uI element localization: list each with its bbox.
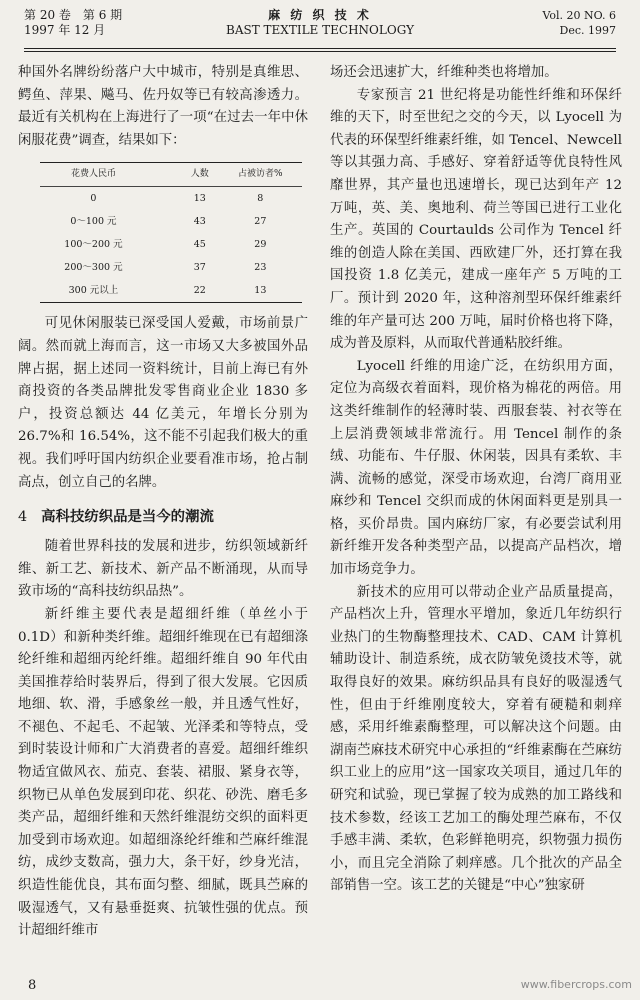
left-paragraph-1: 种国外名牌纷纷落户大中城市，特别是真维思、鳄鱼、萍果、飚马、佐丹奴等已有较高渗透力。最近有关机构在上海进行了一项“在过去一年中休闲服花费”调查，结果如下： bbox=[18, 65, 308, 148]
journal-title-cn: 麻 纺 织 技 术 bbox=[268, 8, 372, 22]
header-date-cn: 1997 年 12 月 bbox=[24, 23, 106, 37]
table-cell: 100～200 元 bbox=[64, 239, 123, 251]
section-heading bbox=[18, 506, 308, 528]
table-row bbox=[40, 187, 302, 211]
table-cell: 200～300 元 bbox=[64, 262, 123, 274]
table-cell: 13 bbox=[193, 193, 206, 205]
page-header bbox=[24, 8, 616, 44]
left-paragraph-2: 可见休闲服装已深受国人爱戴，市场前景广阔。然而就上海而言，这一市场又大多被国外品牌占据，据上述同一资料统计，目前上海已有外商投资的各类品牌批发零售商业企业 1830 多户，投资总额达 44 亿美元，年增长分别为 26.7%和 16.54%，这不能不引起我们极大的重视。我们呼吁国内纺织企业要看准市场，抢占制高点，创立自己的名牌。 bbox=[18, 316, 308, 490]
table-cell: 45 bbox=[193, 239, 206, 251]
header-volume-en-info bbox=[542, 8, 616, 38]
table-cell: 29 bbox=[254, 239, 267, 251]
table-cell: 0 bbox=[90, 193, 97, 205]
right-paragraph-1: 场还会迅速扩大，纤维种类也将增加。 bbox=[330, 65, 558, 80]
table-cell: 37 bbox=[193, 262, 206, 274]
header-date-en: Dec. 1997 bbox=[559, 24, 616, 37]
right-paragraph-2: 专家预言 21 世纪将是功能性纤维和环保纤维的天下，时至世纪之交的今天，以 Lyocell 为代表的环保型纤维素纤维，如 Tencel、Newcell 等以其强力高、手感好、穿着舒适等优良特性风靡世界，其产量也迅速增长，现已达到年产 12 万吨，英、美、奥地利、荷兰等国已进行工业化生产。英国的 Courtaulds 公司作为 Tencel 纤维的创造人除在美国、西欧建厂外，还打算在我国投资 1.8 亿美元，建成一座年产 5 万吨的工厂。预计到 2020 年，这种溶剂型环保纤维素纤维的年产量可达 200 万吨，届时价格也将下降，成为普及原料，从而取代普通粘胶纤维。 bbox=[330, 87, 622, 352]
section-number: 4 bbox=[18, 509, 28, 526]
table-row bbox=[40, 233, 302, 256]
header-journal-title bbox=[24, 8, 616, 38]
table-cell: 43 bbox=[193, 216, 206, 228]
right-paragraph-4: 新技术的应用可以带动企业产品质量提高，产品档次上升，管理水平增加，象近几年纺织行业热门的生物酶整理技术、CAD、CAM 计算机辅助设计、制造系统，成衣防皱免烫技术等，就取得良好的效果。麻纺织品具有良好的吸湿透气性，但由于纤维刚度较大，穿着有硬糙和刺痒感，采用纤维素酶整理，可以解决这个问题。由湖南苎麻技术研究中心承担的“纤维素酶在苎麻纺织工业上的应用”这一国家攻关项目，通过几年的研究和试验，现已掌握了较为成熟的加工路线和技术参数，经该工艺加工的酶处理苎麻布，不仅手感丰满、柔软，色彩鲜艳明亮，织物强力损伤小，而且完全消除了刺痒感。几个批次的产品全部销售一空。该工艺的关键是“中心”独家研 bbox=[330, 584, 622, 894]
table-cell: 300 元以上 bbox=[68, 285, 119, 297]
section-title: 高科技纺织品是当今的潮流 bbox=[41, 509, 214, 526]
table-header-percent: 占被访者% bbox=[219, 163, 302, 187]
table-row bbox=[40, 279, 302, 303]
left-paragraph-3: 随着世界科技的发展和进步，纺织领域新纤维、新工艺、新技术、新产品不断涌现，从而导致市场的“高科技纺织品热”。 bbox=[18, 539, 308, 600]
table-row bbox=[40, 210, 302, 233]
page-number: 8 bbox=[28, 978, 37, 993]
spending-survey-table bbox=[40, 162, 302, 303]
journal-title-en: BAST TEXTILE TECHNOLOGY bbox=[226, 23, 414, 37]
header-volume-cn: 第 20 卷 第 6 期 bbox=[24, 8, 123, 22]
table-cell: 0～100 元 bbox=[70, 216, 117, 228]
table-cell: 27 bbox=[254, 216, 267, 228]
header-rule-top bbox=[24, 48, 616, 49]
left-column bbox=[18, 62, 308, 943]
right-paragraph-3: Lyocell 纤维的用途广泛，在纺织用方面，定位为高级衣着面料，现价格为棉花的两倍。用这类纤维制作的轻薄时装、西服套装、衬衣等在上层消费领域非常流行。用 Tencel 制作的条绒、功能布、牛仔服、休闲装，因具有柔软、丰满、流畅的感觉，深受市场欢迎，台湾厂商用亚麻纱和 Tencel 交织而成的休闲面料更是别具一格，买价昂贵。国内麻纺厂家，有必要尝试利用新纤维开发各种类型产品，以提高产品档次，增加市场竞争力。 bbox=[330, 358, 622, 578]
header-volume-en: Vol. 20 NO. 6 bbox=[542, 9, 616, 22]
table-header-count: 人数 bbox=[181, 163, 219, 187]
table-header-row bbox=[40, 163, 302, 187]
table-cell: 23 bbox=[254, 262, 267, 274]
table-cell: 13 bbox=[254, 285, 267, 297]
left-paragraph-4: 新纤维主要代表是超细纤维（单丝小于 0.1D）和新种类纤维。超细纤维现在已有超细涤纶纤维和超细丙纶纤维。超细纤维自 90 年代由美国推荐给时装界后，得到了很大发展。它因质地细、软、滑，手感象丝一般，并且透气性好，不褪色、不起毛、不起皱、光泽柔和等特点，受到时装设计师和广大消费者的喜爱。超细纤维织物适宜做风衣、茄克、套装、裙服、紧身衣等，织物已从单色发展到印花、织花、砂洗、磨毛多类产品，超细纤维和天然纤维混纺交织的面料更加受到市场欢迎。如超细涤纶纤维和苎麻纤维混纺，成纱支数高，强力大，条干好，纱身光洁，织造性能优良，其布面匀整、细腻，既具苎麻的吸湿透气，又有悬垂挺爽、抗皱性强的优点。预计超细纤维市 bbox=[18, 606, 308, 939]
table-header-spending: 花费人民币 bbox=[40, 163, 147, 187]
table-cell: 8 bbox=[257, 193, 264, 205]
right-column bbox=[330, 62, 622, 898]
table-row bbox=[40, 256, 302, 279]
table-cell: 22 bbox=[193, 285, 206, 297]
watermark-text: www.fibercrops.com bbox=[520, 978, 632, 991]
header-rule-bottom bbox=[24, 51, 616, 52]
